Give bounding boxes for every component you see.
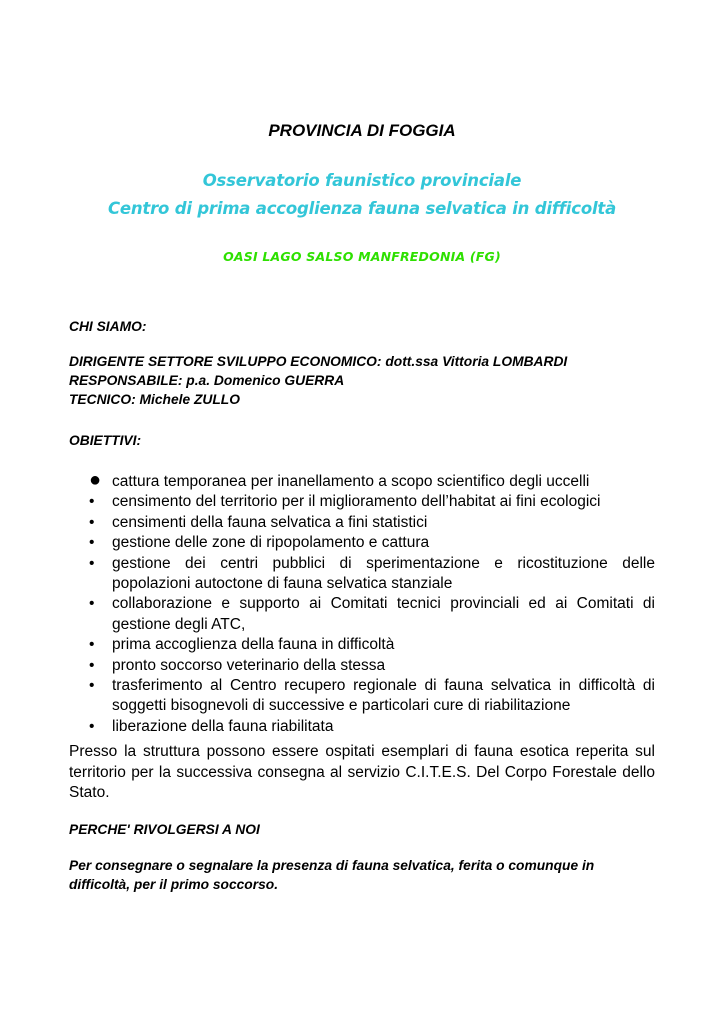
bullet-icon: • [89,656,95,674]
staff-dirigente: DIRIGENTE SETTORE SVILUPPO ECONOMICO: dott.ssa Vittoria LOMBARDI [69,354,568,369]
list-item: ● cattura temporanea per inanellamento a scopo scientifico degli uccelli [89,469,590,491]
bullet-icon: • [89,717,95,735]
bullet-icon: • [89,636,95,654]
page-title: PROVINCIA DI FOGGIA [268,121,456,140]
bullet-icon: • [89,554,95,572]
obiettivi-heading: OBIETTIVI: [69,433,142,448]
location-heading: OASI LAGO SALSO MANFREDONIA (FG) [223,249,501,264]
list-item: • censimento del territorio per il miglioramento dell’habitat ai fini ecologici [69,492,655,512]
list-item: • trasferimento al Centro recupero regionale di fauna selvatica in difficoltà di soggetti bisognevoli di successive e particolari cure di riabilitazione [89,677,655,715]
bullet-icon: • [89,595,95,613]
bullet-icon: • [89,513,95,531]
list-item: • gestione delle zone di ripopolamento e cattura [69,533,655,553]
bullet-icon: • [89,677,95,695]
subtitle-center: Centro di prima accoglienza fauna selvatica in difficoltà [107,199,617,218]
cites-note: Presso la struttura possono essere ospitati esemplari di fauna esotica reperita sul territorio per la successiva consegna al servizio C.I.T.E.S. Del Corpo Forestale dello Stato. [69,743,655,801]
perche-text: Per consegnare o segnalare la presenza di fauna selvatica, ferita o comunque in difficoltà, per il primo soccorso. [69,858,595,892]
chi-siamo-heading: CHI SIAMO: [69,319,147,334]
subtitle-observatory: Osservatorio faunistico provinciale [202,171,522,190]
list-item: • censimenti della fauna selvatica a fini statistici [69,513,655,533]
staff-responsabile: RESPONSABILE: p.a. Domenico GUERRA [69,373,345,388]
list-item: • prima accoglienza della fauna in difficoltà [69,635,655,655]
list-item: • liberazione della fauna riabilitata [69,717,655,737]
list-item: • gestione dei centri pubblici di sperimentazione e ricostituzione delle popolazioni autoctone di fauna selvatica stanziale [89,554,655,593]
bullet-icon: • [89,534,95,552]
perche-heading: PERCHE' RIVOLGERSI A NOI [69,822,260,837]
staff-tecnico: TECNICO: Michele ZULLO [69,392,240,407]
list-item: • pronto soccorso veterinario della stessa [69,656,655,676]
bullet-icon: ● [89,469,102,491]
obiettivi-list [69,469,655,737]
list-item: • collaborazione e supporto ai Comitati tecnici provinciali ed ai Comitati di gestione degli ATC, [89,595,655,633]
bullet-icon: • [89,493,95,511]
